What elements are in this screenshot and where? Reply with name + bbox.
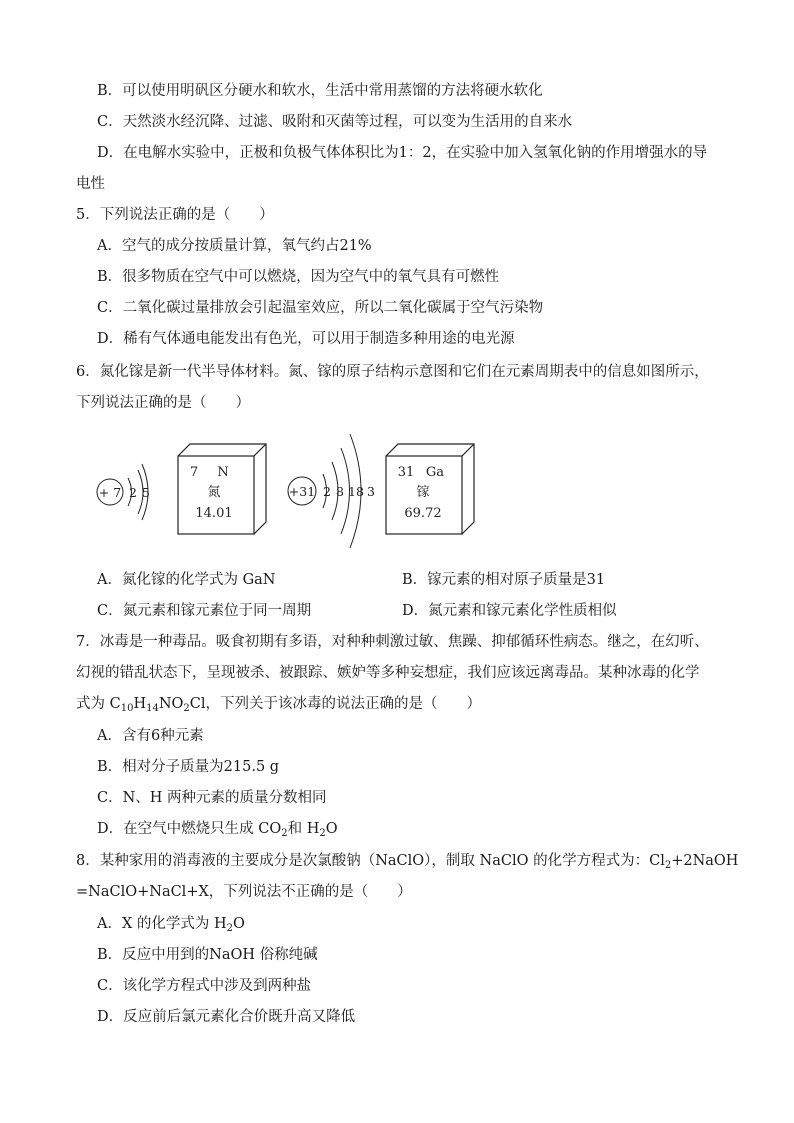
nitrogen-shell-1: 2: [129, 485, 137, 500]
q7-stem-line3: [76, 694, 481, 714]
gallium-shell-1: 2: [323, 484, 331, 499]
q7-option-d-end: O: [325, 821, 338, 837]
q8-stem-sub: 2: [664, 860, 672, 871]
nitrogen-shell-2: 5: [142, 485, 150, 500]
q7-stem-line3-rest: Cl，下列关于该冰毒的说法正确的是（ ）: [189, 696, 482, 712]
q6-option-a: A．氮化镓的化学式为 GaN: [97, 572, 276, 588]
q7-option-a: A．含有6种元素: [97, 728, 204, 744]
q8-option-c: C．该化学方程式中涉及到两种盐: [97, 978, 312, 994]
q7-option-d-mid: 和 H: [287, 821, 320, 837]
q7-option-d-sub2: 2: [319, 828, 326, 839]
gallium-name: 镓: [416, 485, 430, 500]
q8-option-a: [97, 914, 245, 934]
q6-stem-line2: 下列说法正确的是（ ）: [76, 395, 250, 411]
q7-stem-line2: 幻视的错乱状态下，呈现被杀、被跟踪、嫉妒等多种妄想症，我们应该远离毒品。某种冰毒的化学: [76, 665, 700, 681]
q7-stem-line1: 7．冰毒是一种毒品。吸食初期有多语，对种种刺激过敏、焦躁、抑郁循环性病态。继之，在幻听、: [76, 634, 709, 650]
q7-option-b: B．相对分子质量为215.5 g: [97, 759, 280, 775]
q6-stem-line1: 6．氮化镓是新一代半导体材料。氮、镓的原子结构示意图和它们在元素周期表中的信息如图所示，: [76, 364, 709, 380]
q8-option-a-sub: 2: [226, 923, 234, 934]
nitrogen-nucleus-charge: + 7: [98, 485, 122, 500]
nitrogen-periodic-cell: [178, 444, 266, 534]
q7-option-d-text: D．在空气中燃烧只生成 CO: [97, 821, 282, 837]
q4-option-d-line2: 电性: [76, 176, 105, 192]
q7-formula-sub-c: 10: [120, 703, 134, 714]
gallium-shell-2: 8: [336, 484, 344, 499]
gallium-symbol: Ga: [425, 465, 445, 480]
nitrogen-atomic-number: 7: [189, 465, 199, 480]
q4-option-d-line1: D．在电解水实验中，正极和负极气体体积比为1：2，在实验中加入氢氧化钠的作用增强水的导: [97, 145, 708, 161]
q8-option-a-end: O: [233, 916, 245, 932]
q5-option-a: A．空气的成分按质量计算，氧气约占21%: [97, 238, 372, 254]
gallium-nucleus-charge: +31: [288, 484, 316, 499]
q8-option-d: D．反应前后氯元素化合价既升高又降低: [97, 1009, 356, 1025]
nitrogen-mass: 14.01: [195, 506, 233, 521]
q8-option-a-text: A．X 的化学式为 H: [97, 916, 227, 932]
gallium-atom-diagram: [288, 434, 375, 548]
gallium-shell-3: 18: [348, 484, 364, 499]
q4-option-b: B．可以使用明矾区分硬水和软水，生活中常用蒸馏的方法将硬水软化: [97, 83, 543, 99]
q7-formula-sub-h: 14: [146, 703, 159, 714]
q6-option-c: C．氮元素和镓元素位于同一周期: [97, 603, 312, 619]
q7-formula-no: NO: [158, 696, 184, 712]
q5-stem: 5．下列说法正确的是（ ）: [76, 207, 274, 223]
q5-option-d: D．稀有气体通电能发出有色光，可以用于制造多种用途的电光源: [97, 331, 515, 347]
q5-option-c: C．二氧化碳过量排放会引起温室效应，所以二氧化碳属于空气污染物: [97, 300, 544, 316]
atomic-structure-figure: [90, 430, 490, 550]
q8-stem-end: +2NaOH: [671, 853, 739, 869]
q7-formula-sub-o: 2: [183, 703, 190, 714]
q7-option-d-sub1: 2: [281, 828, 288, 839]
gallium-mass: 69.72: [404, 506, 442, 521]
q7-formula-h: H: [133, 696, 147, 712]
gallium-periodic-cell: [386, 444, 474, 534]
q6-option-d: D．氮元素和镓元素化学性质相似: [402, 603, 617, 619]
nitrogen-name: 氮: [207, 485, 221, 500]
q6-option-b: B．镓元素的相对原子质量是31: [402, 572, 606, 588]
q7-option-d: [97, 819, 338, 839]
q8-stem-text: 8．某种家用的消毒液的主要成分是次氯酸钠（NaClO），制取 NaClO 的化学方程式为：Cl: [76, 853, 665, 869]
q7-option-c: C．N、H 两种元素的质量分数相同: [97, 790, 327, 806]
gallium-atomic-number: 31: [397, 465, 415, 480]
q7-formula-prefix: 式为 C: [76, 696, 121, 712]
q4-option-c: C．天然淡水经沉降、过滤、吸附和灭菌等过程，可以变为生活用的自来水: [97, 114, 573, 130]
gallium-shell-4: 3: [367, 484, 375, 499]
nitrogen-symbol: N: [217, 465, 229, 480]
q5-option-b: B．很多物质在空气中可以燃烧，因为空气中的氧气具有可燃性: [97, 269, 500, 285]
q8-stem-line2: =NaClO+NaCl+X，下列说法不正确的是（ ）: [76, 884, 412, 900]
q8-option-b: B．反应中用到的NaOH 俗称纯碱: [97, 947, 318, 963]
nitrogen-atom-diagram: [97, 464, 150, 520]
q8-stem-line1: [76, 851, 738, 871]
